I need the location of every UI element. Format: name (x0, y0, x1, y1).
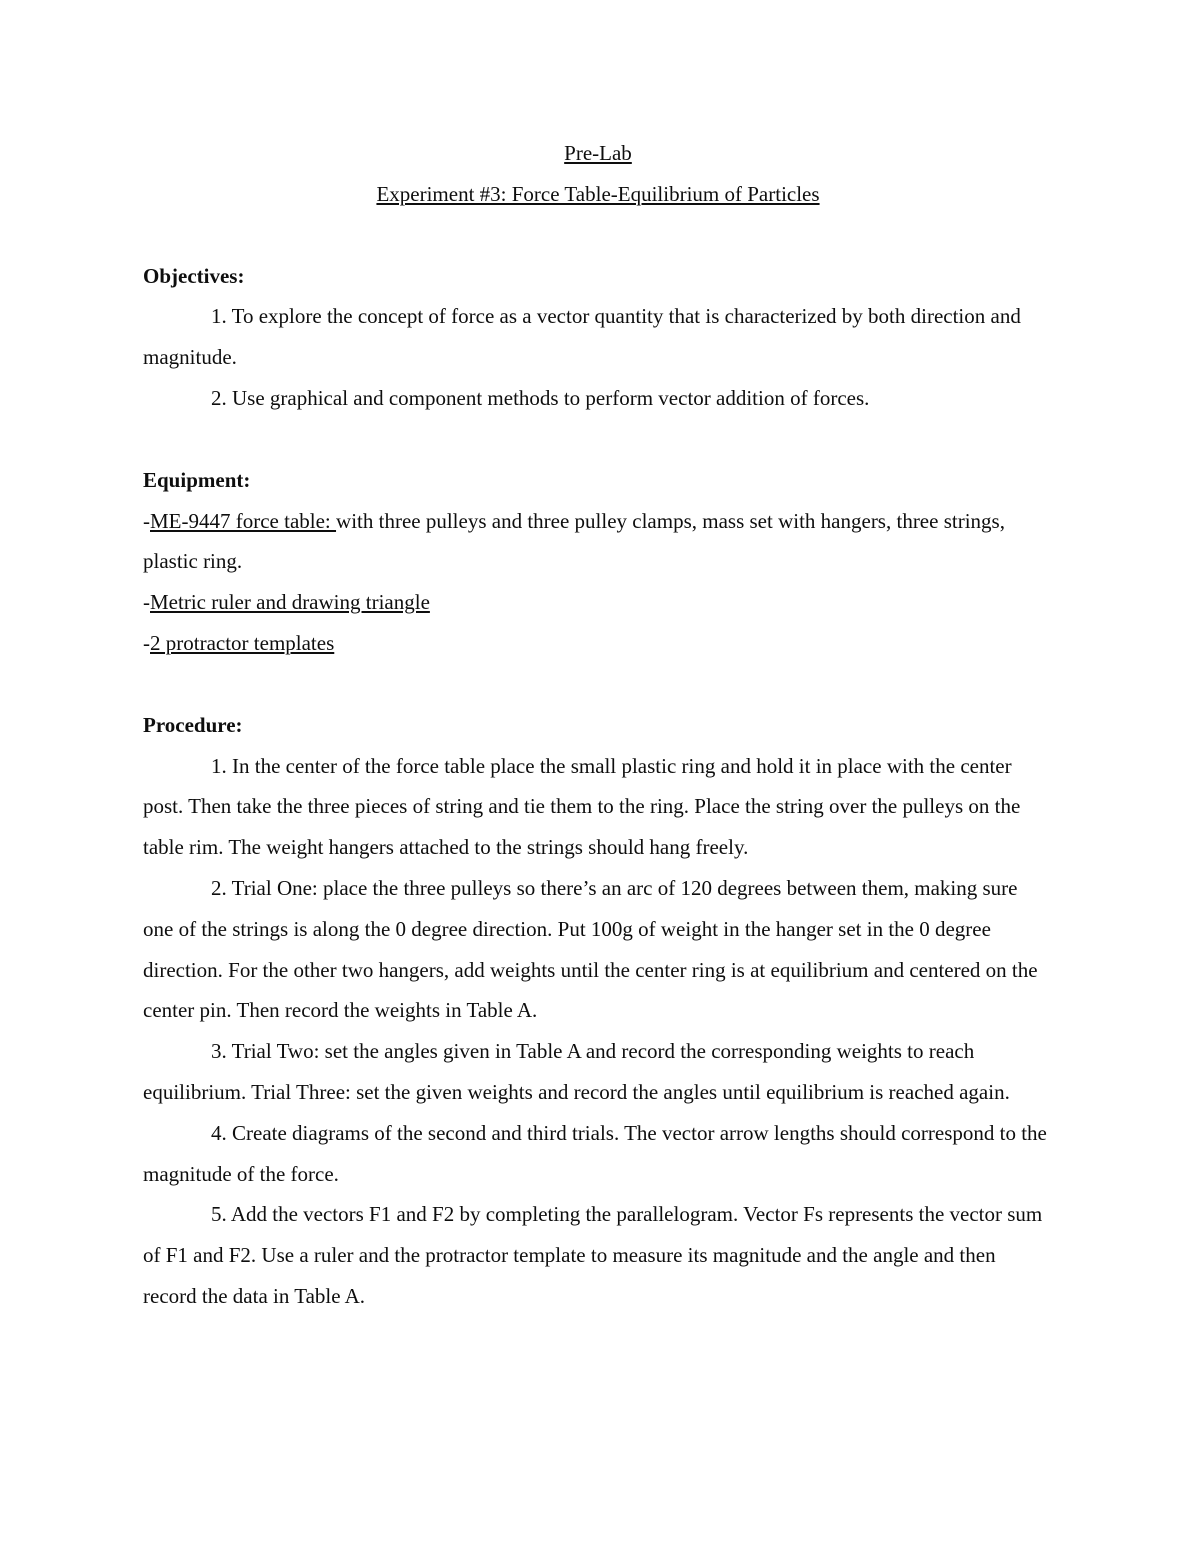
objectives-item-2: 2. Use graphical and component methods to perform vector addition of forces. (211, 385, 870, 410)
procedure-step-1: 1. In the center of the force table place the small plastic ring and hold it in place with the center post. Then take the three pieces of string and tie them to the ring. Place the string over the pulleys on the table rim. The weight hangers attached to the strings should hang freely. (143, 753, 1021, 860)
equipment-item-1-detail: with three pulleys and three pulley clamps, mass set with hangers, three strings, plastic ring. (143, 508, 1005, 574)
procedure-step-3: 3. Trial Two: set the angles given in Table A and record the corresponding weights to reach equilibrium. Trial Three: set the given weights and record the angles until equilibrium is reached again. (143, 1039, 1010, 1104)
objectives-heading: Objectives: (143, 263, 245, 288)
equipment-item-1-dash: - (143, 508, 150, 533)
equipment-item-3-name: 2 protractor templates (150, 630, 335, 655)
procedure-step-4: 4. Create diagrams of the second and third trials. The vector arrow lengths should correspond to the magnitude of the force. (143, 1120, 1047, 1186)
equipment-item-ruler-triangle (143, 582, 1053, 623)
document-subtitle: Experiment #3: Force Table-Equilibrium of Particles (376, 181, 820, 206)
procedure-heading: Procedure: (143, 712, 243, 737)
procedure-step-5: 5. Add the vectors F1 and F2 by completing the parallelogram. Vector Fs represents the vector sum of F1 and F2. Use a ruler and the protractor template to measure its magnitude and the angle and then record the data in Table A. (143, 1202, 1043, 1308)
equipment-heading: Equipment: (143, 467, 251, 492)
equipment-item-3-dash: - (143, 630, 150, 655)
objectives-item-1: 1. To explore the concept of force as a vector quantity that is characterized by both direction and magnitude. (143, 304, 1021, 370)
procedure-step-2: 2. Trial One: place the three pulleys so there’s an arc of 120 degrees between them, making sure one of the strings is along the 0 degree direction. Put 100g of weight in the hanger set in the 0 degree direction. For the other two hangers, add weights until the center ring is at equilibrium and centered on the center pin. Then record the weights in Table A. (143, 875, 1038, 1023)
equipment-item-protractor-templates (143, 623, 1053, 664)
equipment-item-force-table (143, 501, 1053, 583)
equipment-item-1-name: ME-9447 force table: (150, 508, 337, 533)
equipment-item-2-name: Metric ruler and drawing triangle (150, 590, 430, 615)
document-title: Pre-Lab (564, 141, 632, 165)
equipment-item-2-dash: - (143, 590, 150, 615)
